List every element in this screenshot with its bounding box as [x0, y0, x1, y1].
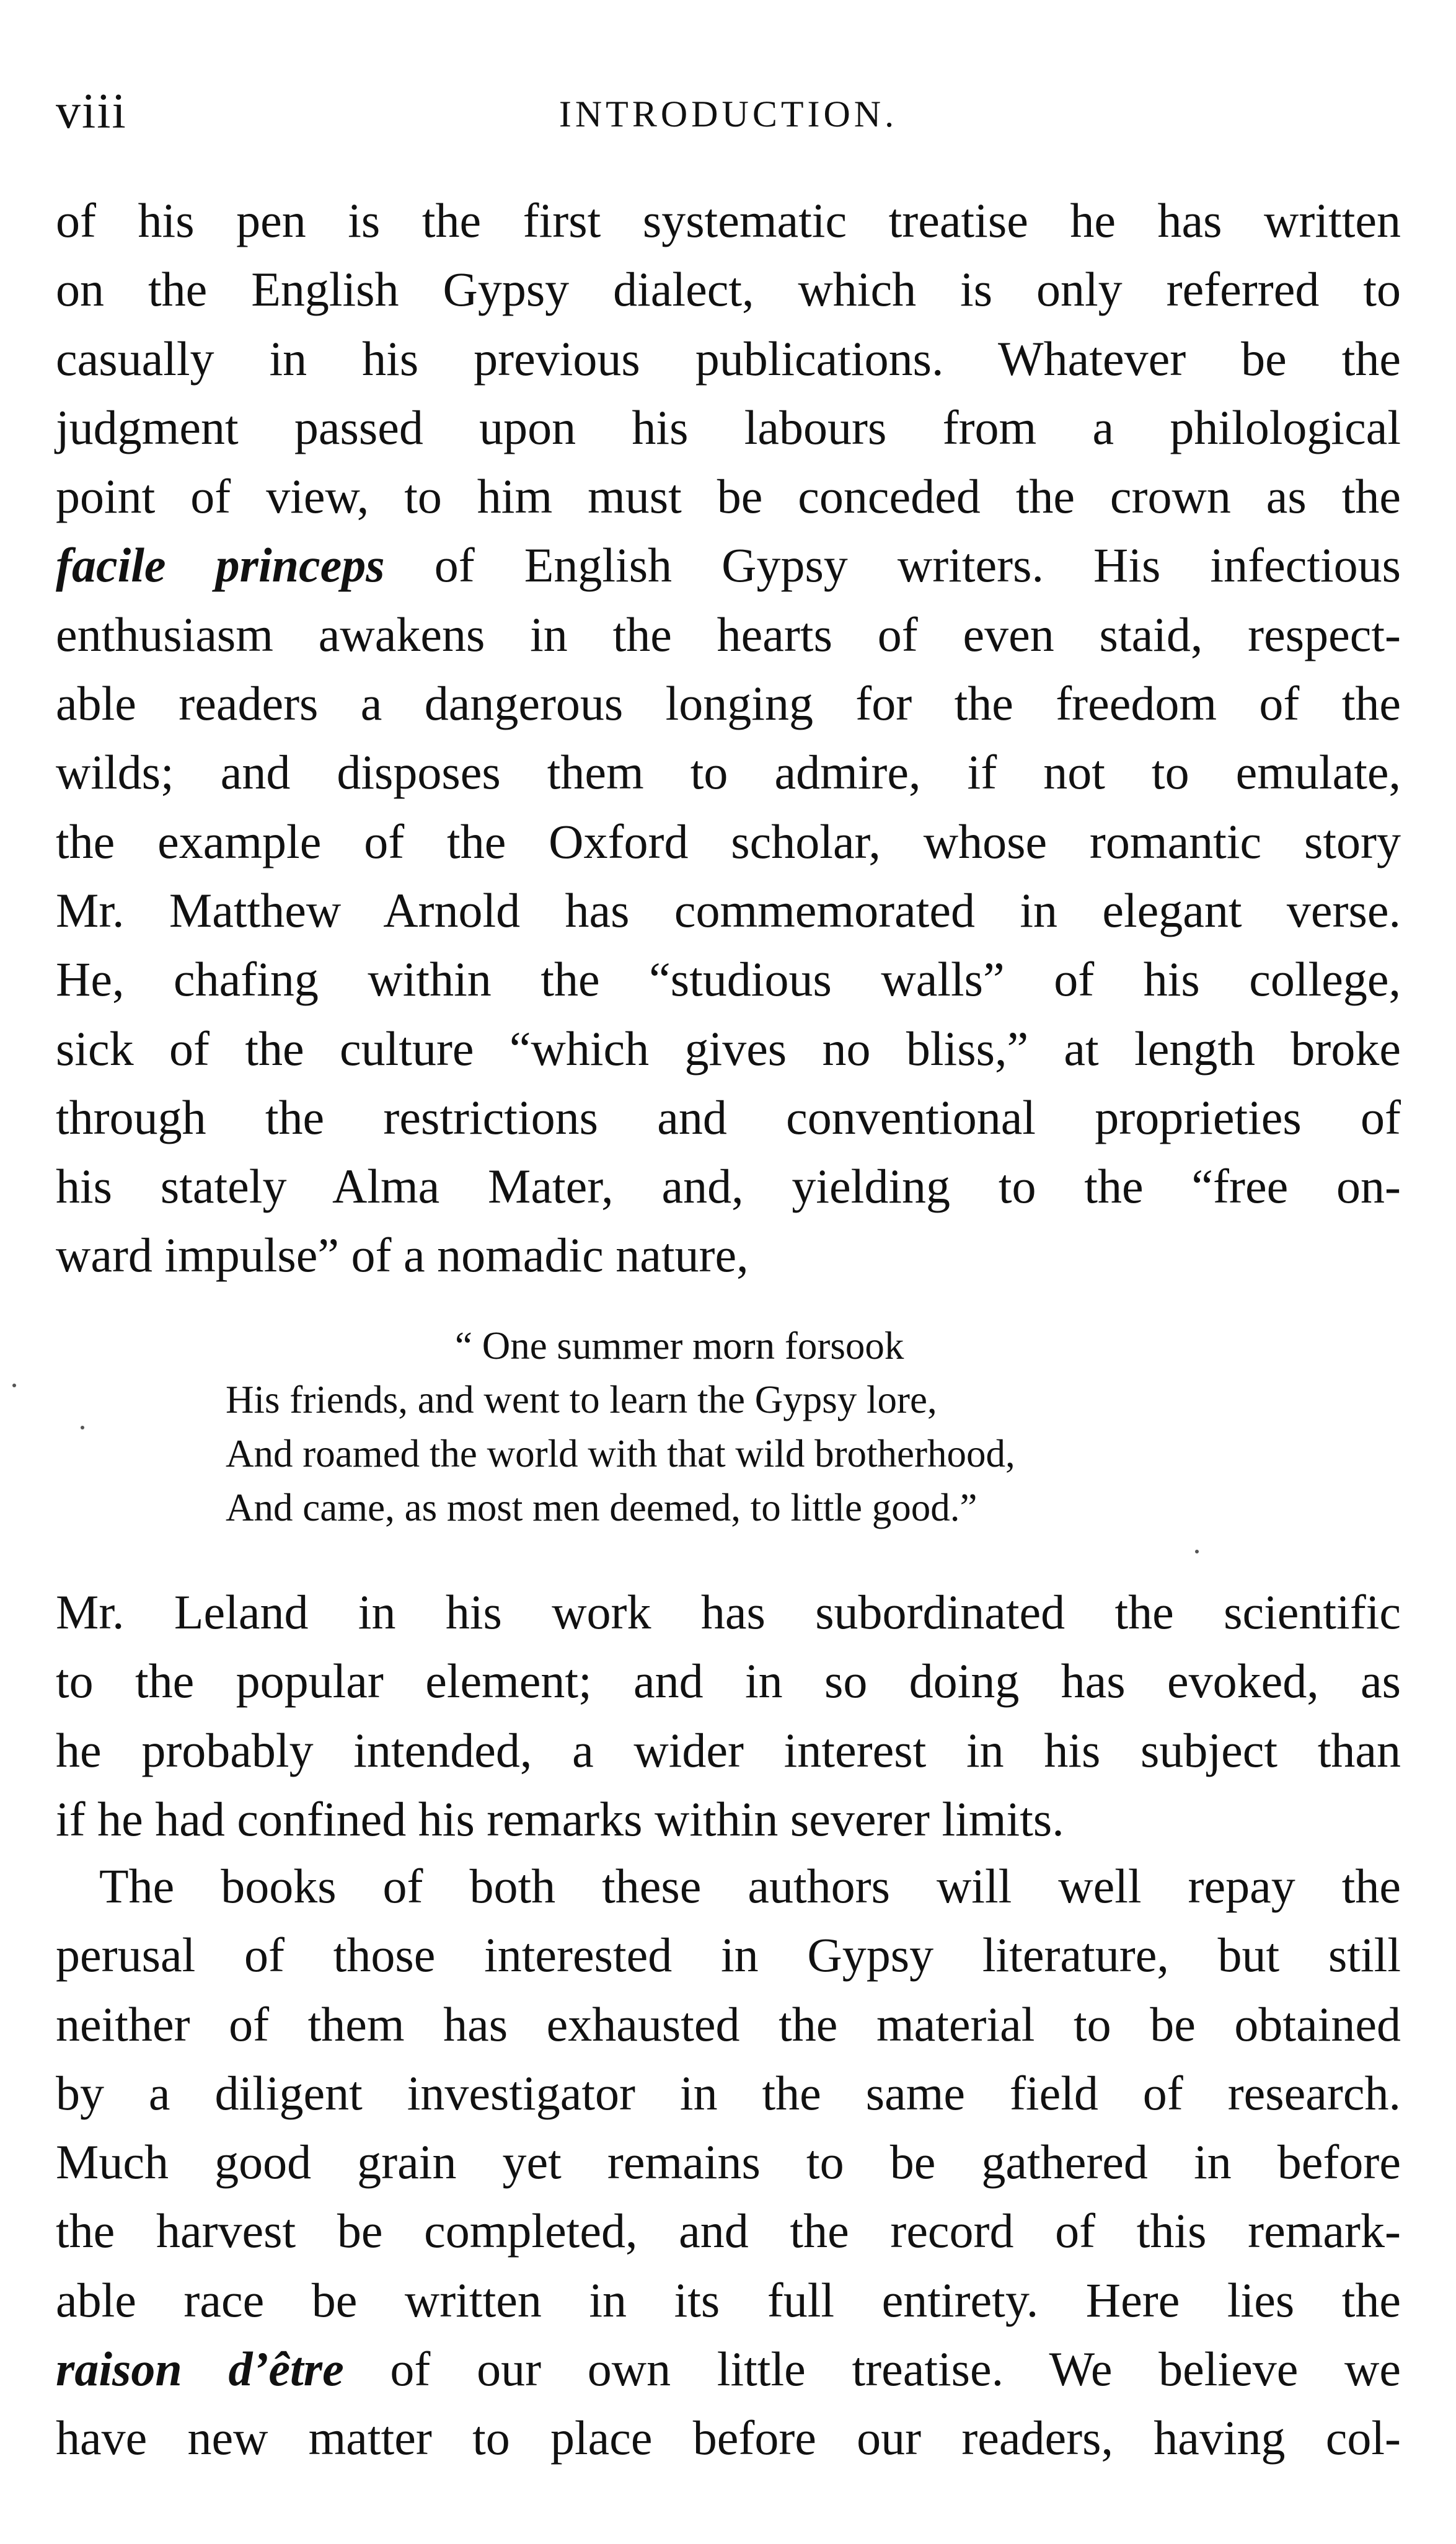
text-line: wilds; and disposes them to admire, if not to emulate,	[56, 745, 1401, 800]
text-line: able race be written in its full entirety. Here lies the	[56, 2272, 1401, 2327]
text-line: of his pen is the first systematic treatise he has written	[56, 193, 1401, 247]
text-line-with-italic	[56, 531, 1401, 599]
print-speck	[81, 1426, 84, 1429]
text-line: point of view, to him must be conceded the crown as the	[56, 469, 1401, 524]
text-line: Mr. Matthew Arnold has commemorated in elegant verse.	[56, 883, 1401, 937]
text-line: his stately Alma Mater, and, yielding to the “free on-	[56, 1159, 1401, 1214]
text-line: to the popular element; and in so doing has evoked, as	[56, 1654, 1401, 1708]
text-line: able readers a dangerous longing for the freedom of the	[56, 676, 1401, 731]
text-line: by a diligent investigator in the same field of research.	[56, 2065, 1401, 2120]
text-line: he probably intended, a wider interest in his subject than	[56, 1723, 1401, 1777]
text-line: have new matter to place before our readers, having col-	[56, 2411, 1401, 2465]
print-speck	[12, 1384, 16, 1387]
poem-line: “ One summer morn forsook	[455, 1324, 904, 1367]
text-line: neither of them has exhausted the material to be obtained	[56, 1997, 1401, 2051]
text-line-rest: of our own little treatise. We believe we	[390, 2342, 1401, 2396]
poem-line: And roamed the world with that wild brotherhood,	[226, 1432, 1015, 1475]
text-line: He, chafing within the “studious walls” of his college,	[56, 952, 1401, 1007]
text-line: the example of the Oxford scholar, whose romantic story	[56, 814, 1401, 868]
text-line: the harvest be completed, and the record of this remark-	[56, 2204, 1401, 2258]
paragraph-1	[56, 186, 1401, 1290]
text-line: judgment passed upon his labours from a philological	[56, 400, 1401, 454]
text-line: Mr. Leland in his work has subordinated the scientific	[56, 1585, 1401, 1639]
book-page	[56, 0, 1401, 2544]
text-line: sick of the culture “which gives no bliss,” at length broke	[56, 1021, 1401, 1075]
italic-phrase-raison-detre: raison d’être	[56, 2342, 344, 2396]
running-head: INTRODUCTION.	[558, 94, 898, 135]
poem-line: And came, as most men deemed, to little good.”	[226, 1486, 977, 1529]
text-line: on the English Gypsy dialect, which is only referred to	[56, 262, 1401, 317]
paragraph-3	[56, 1852, 1401, 2473]
text-line-rest: of English Gypsy writers. His infectious	[434, 538, 1401, 593]
text-line: Much good grain yet remains to be gathered in before	[56, 2135, 1401, 2189]
text-line: enthusiasm awakens in the hearts of even staid, respect-	[56, 607, 1401, 661]
italic-phrase-facile-princeps: facile princeps	[56, 538, 385, 593]
text-line: The books of both these authors will well repay the	[99, 1859, 1401, 1913]
text-line: casually in his previous publications. Whatever be the	[56, 331, 1401, 386]
text-line: ward impulse” of a nomadic nature,	[56, 1228, 749, 1283]
text-line: through the restrictions and conventional proprieties of	[56, 1090, 1401, 1144]
poem-line: His friends, and went to learn the Gypsy lore,	[226, 1378, 937, 1421]
text-line: if he had confined his remarks within severer limits.	[56, 1791, 1064, 1846]
text-line-with-italic	[56, 2334, 1401, 2403]
paragraph-2	[56, 1578, 1401, 1853]
print-speck	[1195, 1550, 1199, 1553]
page-header	[56, 81, 1401, 143]
page-number: viii	[56, 84, 127, 139]
poem-quotation	[226, 1319, 1279, 1535]
text-line: perusal of those interested in Gypsy literature, but still	[56, 1928, 1401, 1982]
